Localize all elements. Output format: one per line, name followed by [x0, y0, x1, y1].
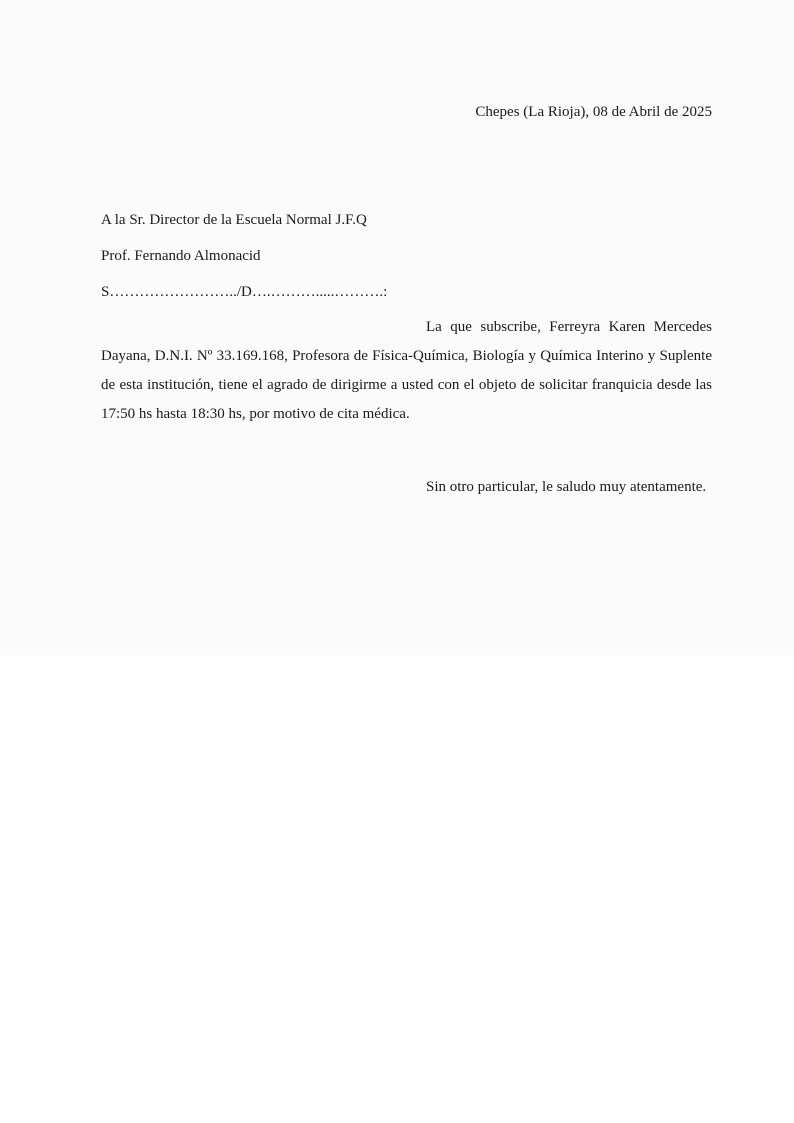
- closing-paragraph: Sin otro particular, le saludo muy atentamente.: [426, 479, 707, 495]
- professor-name: Prof. Fernando Almonacid: [101, 248, 261, 264]
- salutation-line: S……………………../D….……….....……….:: [101, 284, 388, 300]
- addressee-line: A la Sr. Director de la Escuela Normal J.F.Q: [101, 212, 367, 228]
- date-line: Chepes (La Rioja), 08 de Abril de 2025: [475, 104, 712, 120]
- request-paragraph: La que subscribe, Ferreyra Karen Mercedes Dayana, D.N.I. Nº 33.169.168, Profesora de Física-Química, Biología y Química Interino y Suplente de esta institución, tiene el agrado de dirigirme a usted con el objeto de solicitar franquicia desde las 17:50 hs hasta 18:30 hs, por motivo de cita médica.: [101, 319, 712, 422]
